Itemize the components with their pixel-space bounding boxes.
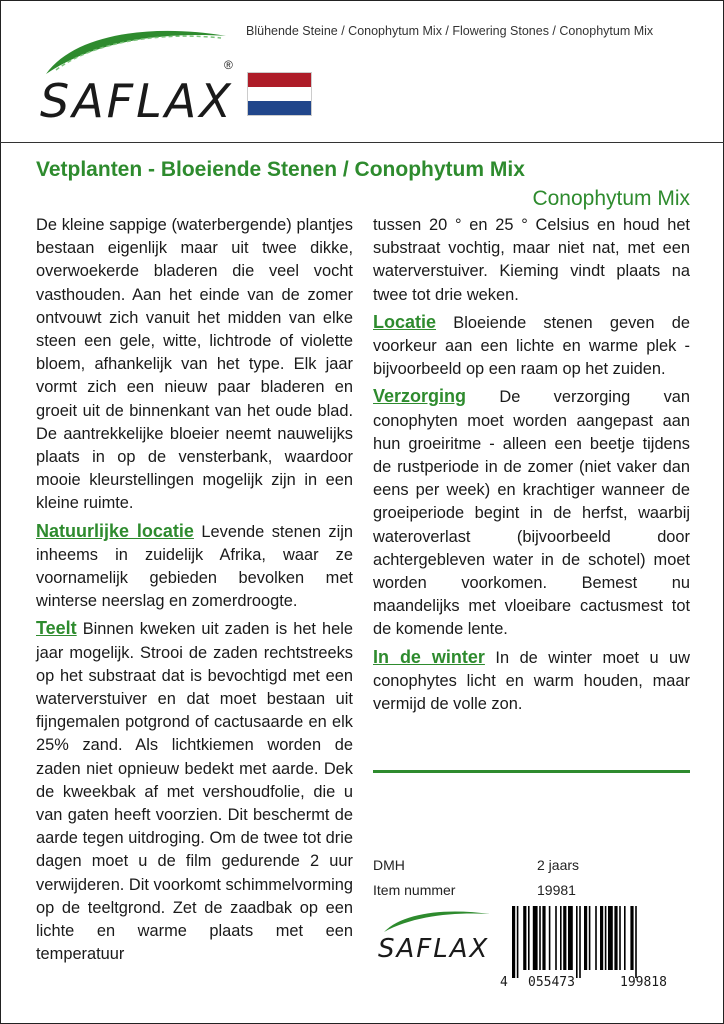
barcode-bar bbox=[576, 906, 578, 978]
winter-text: In de winter moet u uw conophytes licht en warm houden, maar vermijd de volle zon. bbox=[373, 648, 691, 714]
winter-heading: In de winter bbox=[373, 646, 485, 667]
dmh-value: 2 jaars bbox=[537, 857, 580, 873]
locatie-heading: Locatie bbox=[373, 311, 437, 332]
barcode-bar bbox=[635, 906, 637, 978]
barcode-bar bbox=[608, 906, 613, 970]
right-column bbox=[373, 214, 690, 720]
verzorging-section bbox=[373, 385, 690, 641]
barcode-bar bbox=[619, 906, 621, 970]
barcode-bar bbox=[605, 906, 607, 970]
barcode-bar bbox=[512, 906, 515, 978]
barcode-bar bbox=[555, 906, 557, 970]
right-divider bbox=[373, 770, 690, 773]
item-number-value: 19981 bbox=[537, 882, 576, 898]
teelt-section bbox=[36, 617, 353, 966]
natural-text: Levende stenen zijn inheems in zuidelijk Afrika, waar ze voornamelijk gebieden bevolken met winterse neerslag en zomerdroogte. bbox=[36, 522, 353, 611]
small-brand-name: SAFLAX bbox=[378, 934, 490, 964]
barcode-bar bbox=[542, 906, 545, 970]
teelt-heading: Teelt bbox=[36, 618, 77, 639]
barcode-bar bbox=[624, 906, 626, 970]
barcode-bar bbox=[600, 906, 603, 970]
leaf-swoosh-icon bbox=[36, 22, 246, 82]
verzorging-heading: Verzorging bbox=[373, 386, 467, 407]
teelt-continuation: tussen 20 ° en 25 ° Celsius en houd het substraat vochtig, maar niet nat, met een waterverstuiver. Kieming vindt plaats na twee tot drie weken. bbox=[373, 216, 690, 304]
barcode-bar bbox=[539, 906, 541, 970]
barcode-bar bbox=[549, 906, 551, 970]
winter-section bbox=[373, 646, 690, 717]
barcode-bar bbox=[579, 906, 581, 978]
barcode-middle-digits: 055473 bbox=[528, 975, 575, 990]
header-divider bbox=[0, 142, 724, 143]
left-column bbox=[36, 214, 353, 971]
brand-name: SAFLAX bbox=[40, 74, 234, 128]
item-number-label: Item nummer bbox=[373, 882, 456, 898]
barcode-bar bbox=[630, 906, 633, 970]
barcode-bar bbox=[528, 906, 530, 970]
teelt-text: Binnen kweken uit zaden is het hele jaar mogelijk. Strooi de zaden rechtstreeks op het substraat dat is bevochtigd met een waterverstuiver en dat moet bestaan uit fijngemalen potgrond of cactusaarde en elk 25% zand. Als lichtkiemen worden de zaden niet opnieuw bedekt met aarde. Dek de kweekbak af met vershoudfolie, die u van gaten heeft voorzien. Dit beschermt de aarde tegen uitdroging. Om de twee tot drie dagen moet u de film gedurende 2 uur verwijderen. Dit voorkomt schimmelvorming op de teeltgrond. Zet de zaadbak op een lichte en warme plaats met een temperatuur bbox=[36, 620, 353, 964]
saflax-small-logo bbox=[378, 906, 496, 972]
netherlands-flag-icon bbox=[247, 72, 312, 116]
dmh-label: DMH bbox=[373, 857, 405, 873]
barcode-last-digits: 199818 bbox=[620, 975, 667, 990]
barcode-bar bbox=[568, 906, 573, 970]
barcode-bar bbox=[595, 906, 597, 970]
barcode-bar bbox=[563, 906, 566, 970]
barcode-first-digit: 4 bbox=[500, 975, 508, 990]
flag-blue-stripe bbox=[248, 101, 311, 115]
topline: Blühende Steine / Conophytum Mix / Flowering Stones / Conophytum Mix bbox=[246, 24, 654, 38]
locatie-text: Bloeiende stenen geven de voorkeur aan een lichte en warme plek - bijvoorbeeld op een raam op het zuiden. bbox=[373, 313, 690, 379]
barcode-bar bbox=[584, 906, 587, 970]
barcode-bar bbox=[589, 906, 591, 970]
intro-paragraph: De kleine sappige (waterbergende) plantjes bestaan eigenlijk maar uit twee dikke, overwoekerde bladeren die veel vocht vasthouden. Aan het einde van de zomer ontvouwt zich vanuit het midden van elke steen een gele, witte, lichtrode of violette bloem, afhankelijk van het type. Elk jaar vormt zich een nieuw paar bladeren en groeit uit de binnenkant van het oude blad. De aantrekkelijke bloeier neemt nauwelijks plaats in op de vensterbank, waardoor mooie kleurstellingen mogelijk zijn in een kleine ruimte. bbox=[36, 216, 353, 513]
verzorging-text: De verzorging van conophyten moet worden aangepast aan hun groeiritme - alleen een beetje tijdens de rustperiode in de zomer (niet vaker dan eens per week) en krachtiger wanneer de groeiperiode begint in de herfst, waarbij wateroverlast (bijvoorbeeld door achtergebleven water in de schotel) moet worden voorkomen. Bemest nu maandelijks met vloeibare cactusmest tot de komende lente. bbox=[373, 388, 690, 639]
barcode-bar bbox=[533, 906, 538, 970]
registered-mark: ® bbox=[224, 58, 233, 72]
page-subtitle: Conophytum Mix bbox=[532, 187, 690, 210]
barcode-bar bbox=[517, 906, 519, 978]
small-leaf-swoosh-icon bbox=[378, 906, 496, 936]
barcode-bar bbox=[560, 906, 562, 970]
barcode-bar bbox=[523, 906, 526, 970]
flag-white-stripe bbox=[248, 87, 311, 101]
page-title: Vetplanten - Bloeiende Stenen / Conophytum Mix bbox=[36, 158, 525, 181]
locatie-section bbox=[373, 311, 690, 382]
natural-heading: Natuurlijke locatie bbox=[36, 520, 194, 541]
barcode-bar bbox=[614, 906, 617, 970]
flag-red-stripe bbox=[248, 73, 311, 87]
saflax-logo bbox=[36, 22, 246, 132]
natural-section bbox=[36, 520, 353, 614]
